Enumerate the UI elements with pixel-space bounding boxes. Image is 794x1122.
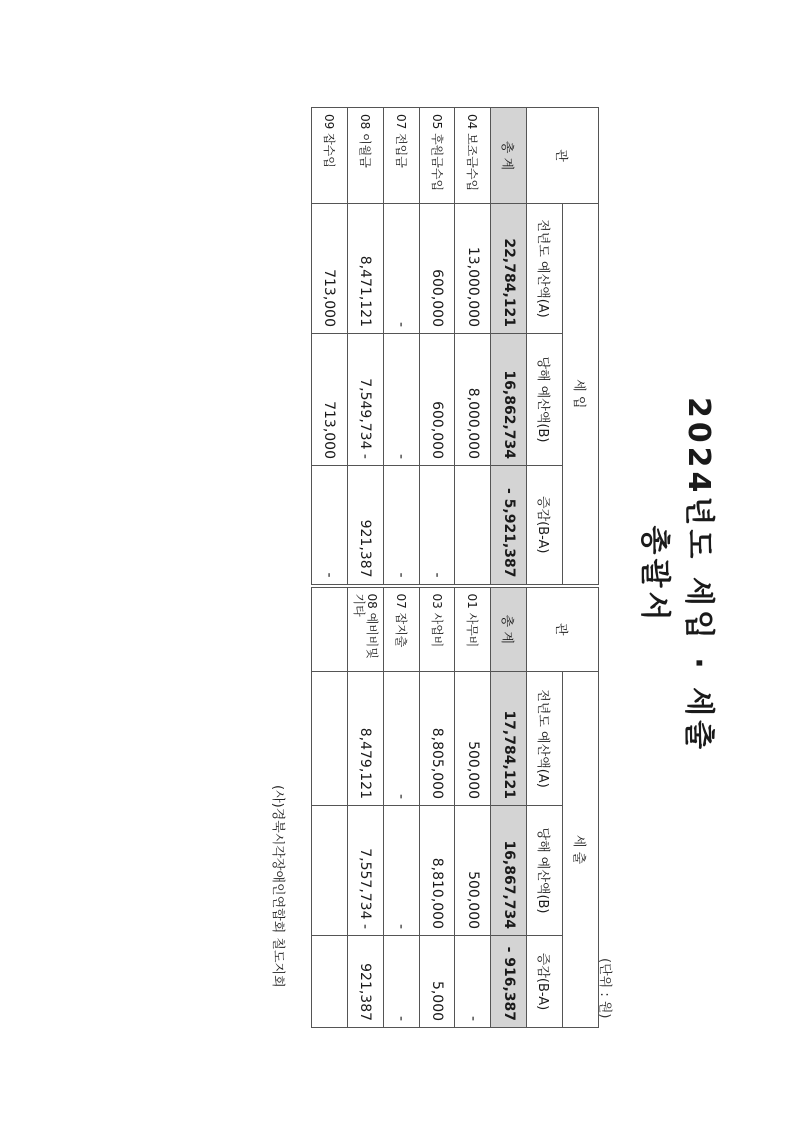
header-row-columns xyxy=(527,108,563,1028)
income-row-diff: - xyxy=(383,466,419,586)
income-row-prev: 600,000 xyxy=(419,204,455,334)
income-header: 세 입 xyxy=(563,204,599,586)
income-row-label: 09 잡수입 xyxy=(312,108,348,204)
expense-row-curr: - xyxy=(383,806,419,936)
expense-total-label: 총 계 xyxy=(491,586,527,672)
expense-row-diff xyxy=(312,936,348,1028)
income-curr-header: 당해 예산액(B) xyxy=(527,334,563,466)
income-row-label: 07 전입금 xyxy=(383,108,419,204)
income-prev-header: 전년도 예산액(A) xyxy=(527,204,563,334)
expense-row-prev: 500,000 xyxy=(455,672,491,806)
page-title: 2024년도 세입 · 세출 총괄서 xyxy=(637,396,716,754)
expense-diff-header: 증감(B-A) xyxy=(527,936,563,1028)
expense-row-curr: 500,000 xyxy=(455,806,491,936)
expense-row-label: 03 사업비 xyxy=(419,586,455,672)
expense-row-prev xyxy=(312,672,348,806)
income-row-label: 04 보조금수입 xyxy=(455,108,491,204)
income-row-prev: 713,000 xyxy=(312,204,348,334)
table-row xyxy=(383,108,419,1028)
expense-category-header: 관 xyxy=(527,586,599,672)
income-total-prev: 22,784,121 xyxy=(491,204,527,334)
expense-row-label: 01 사무비 xyxy=(455,586,491,672)
income-row-prev: 8,471,121 xyxy=(347,204,383,334)
expense-row-diff: - xyxy=(383,936,419,1028)
income-diff-header: 증감(B-A) xyxy=(527,466,563,586)
table-row xyxy=(312,108,348,1028)
income-row-diff xyxy=(455,466,491,586)
income-row-prev: - xyxy=(383,204,419,334)
income-row-diff: - xyxy=(312,466,348,586)
table-row xyxy=(347,108,383,1028)
expense-header: 세 출 xyxy=(563,672,599,1028)
expense-row-label xyxy=(312,586,348,672)
expense-curr-header: 당해 예산액(B) xyxy=(527,806,563,936)
income-total-label: 총 계 xyxy=(491,108,527,204)
expense-prev-header: 전년도 예산액(A) xyxy=(527,672,563,806)
income-row-diff: 921,387 xyxy=(347,466,383,586)
total-row xyxy=(491,108,527,1028)
expense-row-curr: 7,557,734 - xyxy=(347,806,383,936)
income-category-header: 관 xyxy=(527,108,599,204)
expense-row-diff: 5,000 xyxy=(419,936,455,1028)
expense-row-label: 07 잡지출 xyxy=(383,586,419,672)
income-row-curr: 8,000,000 xyxy=(455,334,491,466)
income-row-curr: 713,000 xyxy=(312,334,348,466)
income-row-diff: - xyxy=(419,466,455,586)
expense-row-prev: 8,805,000 xyxy=(419,672,455,806)
income-row-curr: - xyxy=(383,334,419,466)
organization-name: (사)경북시각장애인연합회 칠도지회 xyxy=(270,785,285,988)
expense-total-diff: - 916,387 xyxy=(491,936,527,1028)
income-row-prev: 13,000,000 xyxy=(455,204,491,334)
expense-row-curr xyxy=(312,806,348,936)
expense-row-diff: 921,387 xyxy=(347,936,383,1028)
expense-row-prev: - xyxy=(383,672,419,806)
income-row-label: 08 이월금 xyxy=(347,108,383,204)
table-row xyxy=(419,108,455,1028)
expense-row-prev: 8,479,121 xyxy=(347,672,383,806)
unit-note: (단위 : 원) xyxy=(597,958,612,1019)
table-row xyxy=(455,108,491,1028)
budget-summary-table xyxy=(311,107,599,1028)
expense-row-curr: 8,810,000 xyxy=(419,806,455,936)
expense-row-label: 08 예비비및기타 xyxy=(347,586,383,672)
income-total-diff: - 5,921,387 xyxy=(491,466,527,586)
header-row-group xyxy=(563,108,599,1028)
expense-row-diff: - xyxy=(455,936,491,1028)
income-total-curr: 16,862,734 xyxy=(491,334,527,466)
expense-total-curr: 16,867,734 xyxy=(491,806,527,936)
expense-total-prev: 17,784,121 xyxy=(491,672,527,806)
income-row-curr: 7,549,734 - xyxy=(347,334,383,466)
income-row-label: 05 후원금수입 xyxy=(419,108,455,204)
income-row-curr: 600,000 xyxy=(419,334,455,466)
